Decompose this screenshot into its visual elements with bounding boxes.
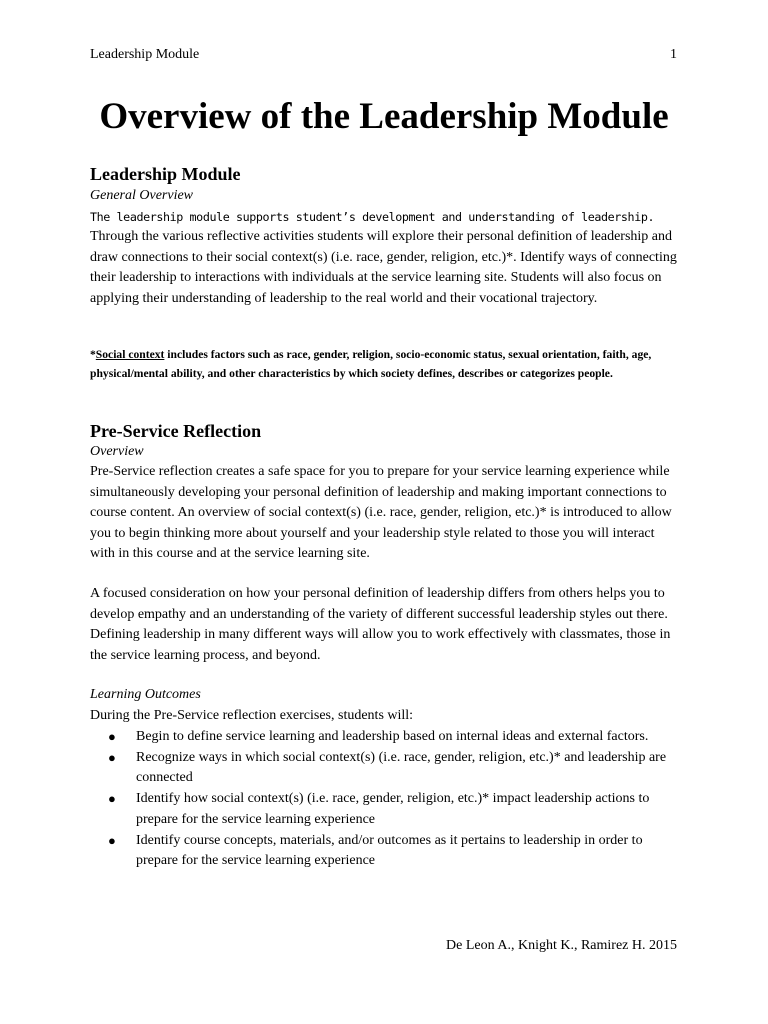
subheading-general-overview: General Overview [90,188,194,203]
section-heading-leadership-module: Leadership Module [90,164,241,184]
social-context-note [90,346,690,383]
running-head: Leadership Module [90,47,200,62]
list-item [108,727,678,748]
bullet-icon: ● [108,729,116,744]
list-item-text: Recognize ways in which social context(s) (i.e. race, gender, religion, etc.)* and leadership are connected [136,749,667,786]
list-item-text: Begin to define service learning and leadership based on internal ideas and external factors. [136,729,649,744]
overview-paragraph: Through the various reflective activities students will explore their personal definition of leadership and draw connections to their social context(s) (i.e. race, gender, religion, etc.)*. Identify ways of connecting their leadership to interactions with individuals at the service learning site. Students will also focus on applying their understanding of leadership to the real world and their vocational trajectory. [90,229,677,306]
subheading-overview: Overview [90,444,144,459]
footer-credit: De Leon A., Knight K., Ramirez H. 2015 [446,938,677,953]
list-item-text: Identify course concepts, materials, and/or outcomes as it pertains to leadership in order to prepare for the service learning experience [136,832,643,869]
list-item-text: Identify how social context(s) (i.e. race, gender, religion, etc.)* impact leadership actions to prepare for the service learning experience [136,791,650,827]
subheading-learning-outcomes: Learning Outcomes [90,687,201,702]
bullet-icon: ● [108,832,116,848]
note-asterisk: * [90,348,96,361]
overview-first-line: The leadership module supports student’s development and understanding of leadership. [90,210,655,224]
list-item [108,789,678,830]
bullet-icon: ● [108,749,116,765]
section-heading-pre-service-reflection: Pre-Service Reflection [90,421,262,441]
pre-service-paragraph-2: A focused consideration on how your personal definition of leadership differs from others helps you to develop empathy and an understanding of the variety of different successful leadership styles out there. Defining leadership in many different ways will allow you to work effectively with classmates, those in the service learning process, and beyond. [90,586,671,663]
document-title: Overview of the Leadership Module [99,96,669,137]
list-item [108,748,678,789]
outcomes-intro: During the Pre-Service reflection exercises, students will: [90,708,414,723]
bullet-icon: ● [108,791,116,807]
list-item [108,831,678,872]
note-term: Social context [95,348,165,361]
note-text: includes factors such as race, gender, religion, socio-economic status, sexual orientation, faith, age, physical/mental ability, and other characteristics by which society defines, describes or categorizes people. [90,348,652,380]
learning-outcomes-list [108,727,678,872]
page-number: 1 [670,47,677,62]
pre-service-paragraph-1: Pre-Service reflection creates a safe space for you to prepare for your service learning experience while simultaneously developing your personal definition of leadership and making important connections to course content. An overview of social context(s) (i.e. race, gender, religion, etc.)* is introduced to allow you to begin thinking more about yourself and your leadership style related to those you will interact with in this course and at the service learning site. [90,464,672,562]
